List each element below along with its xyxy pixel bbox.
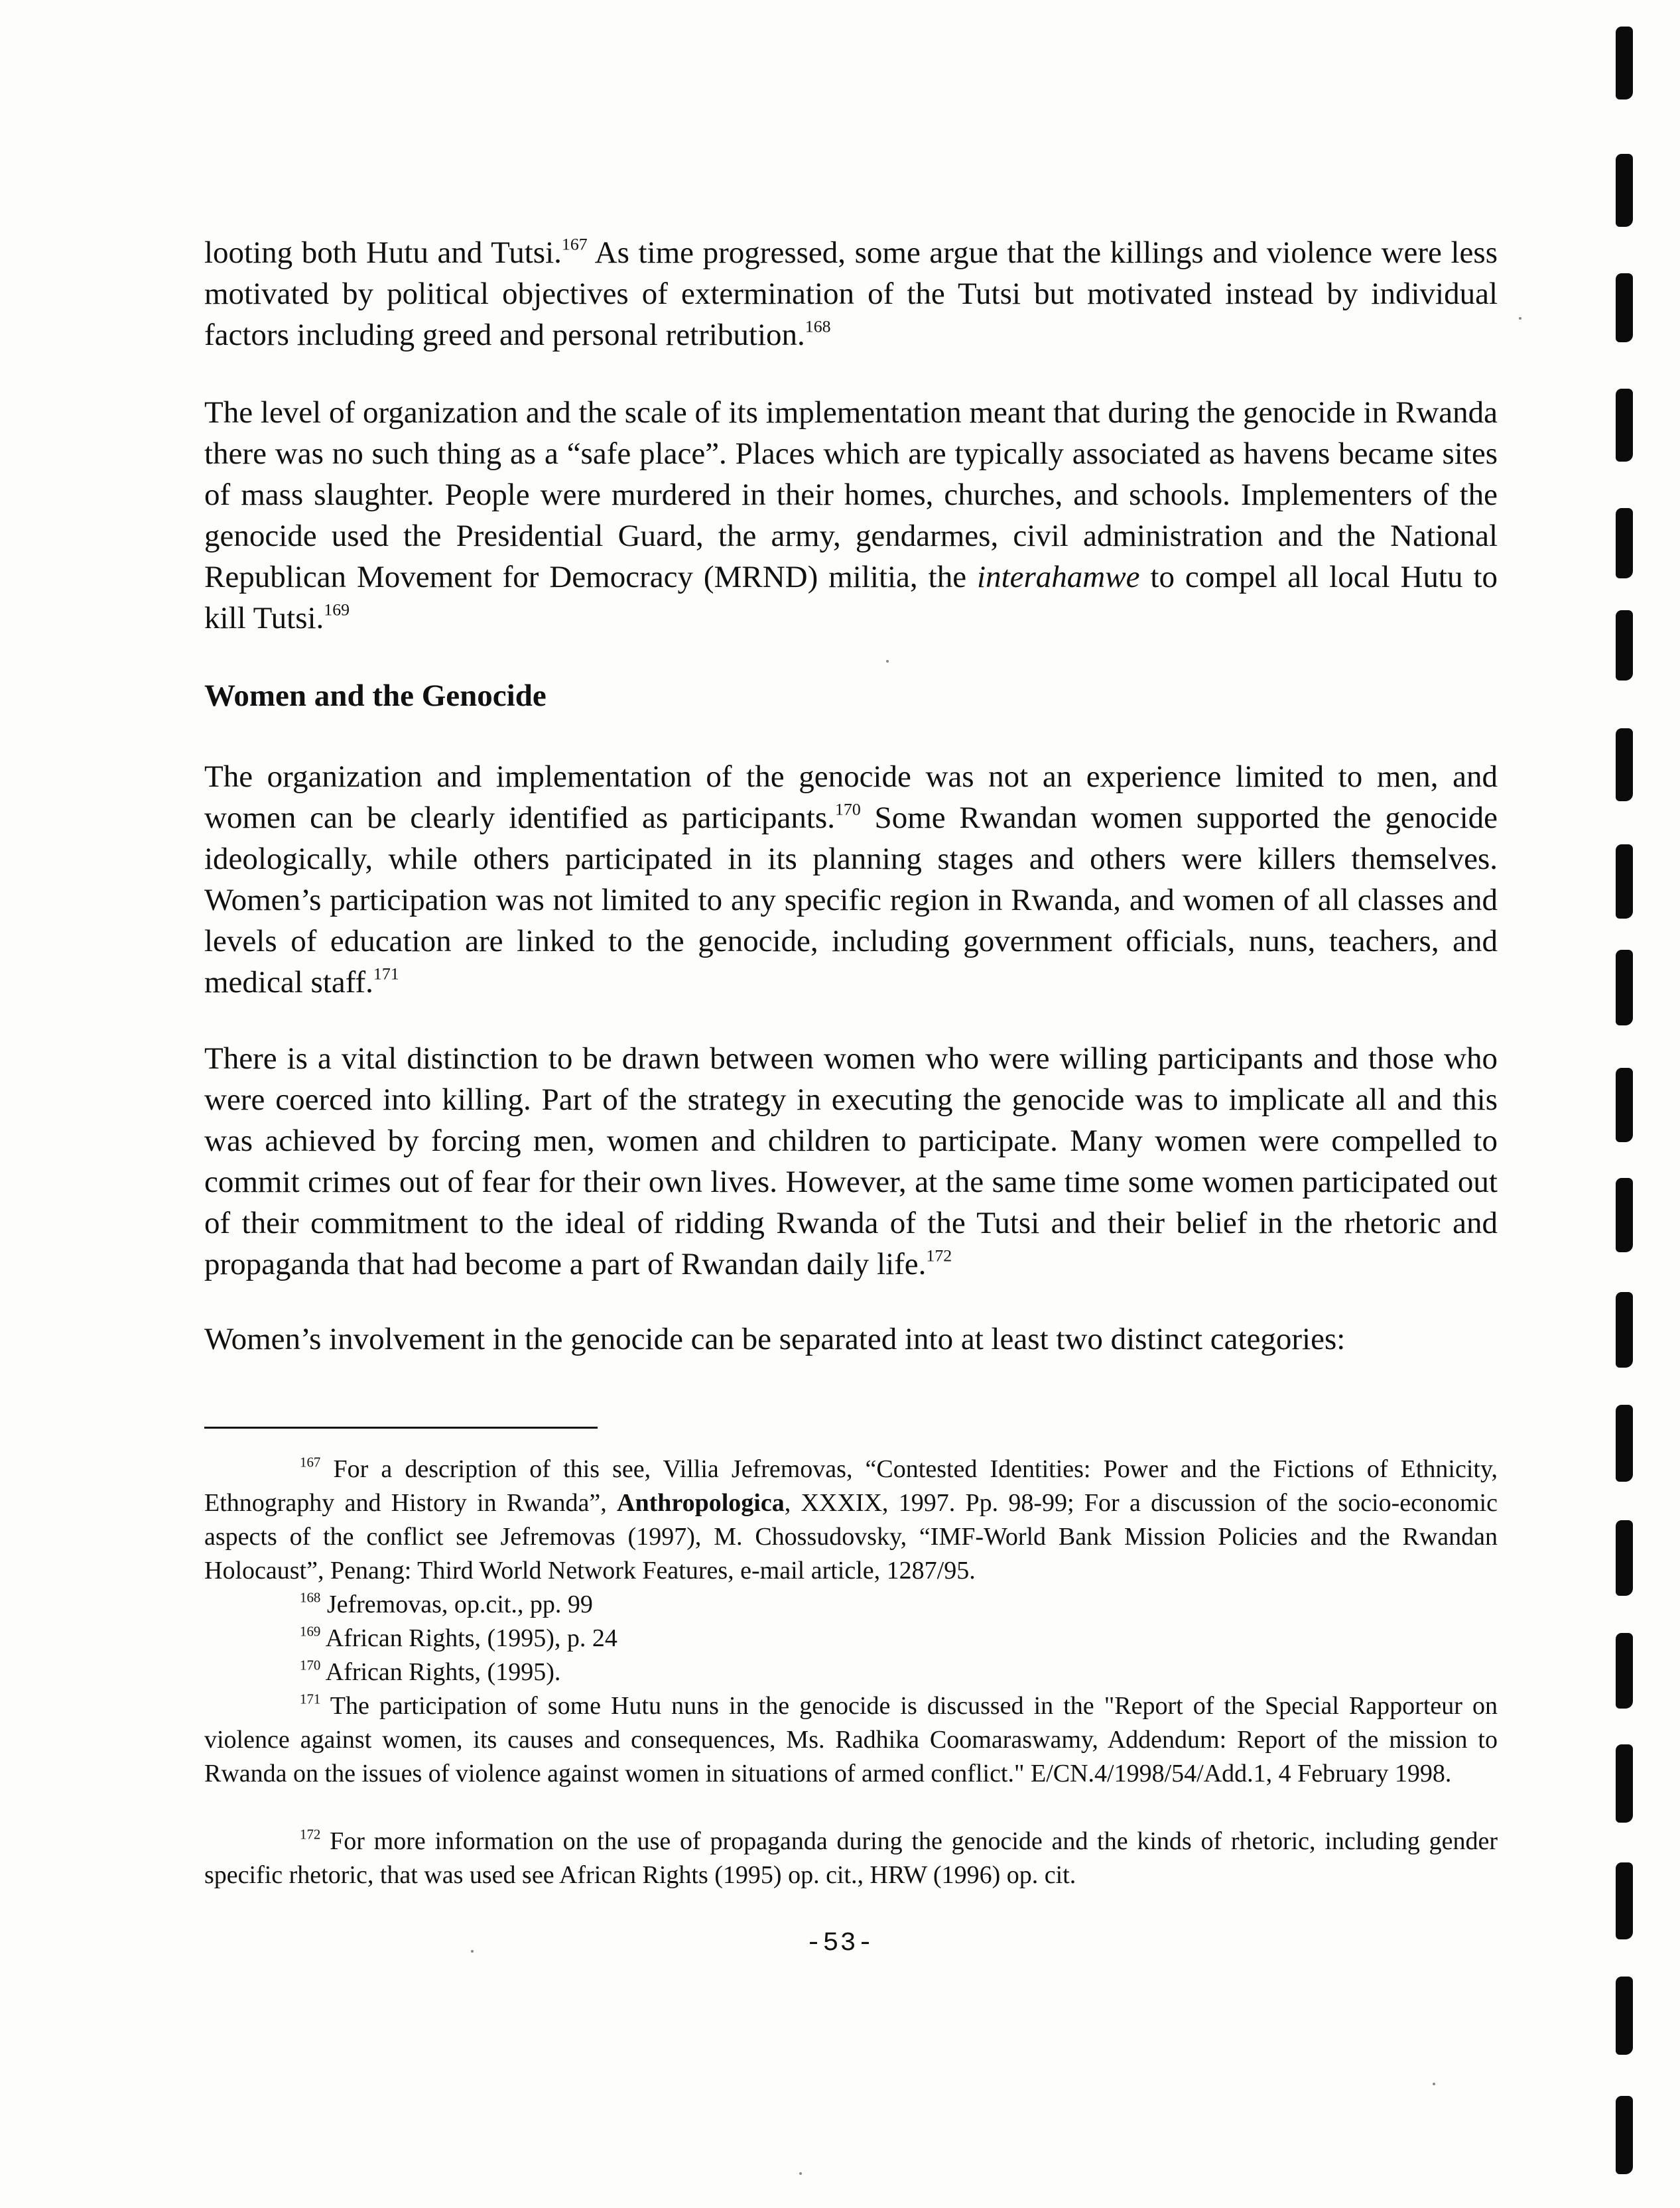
- paragraph-3: [204, 756, 1498, 1003]
- binding-hole-mark: [1616, 728, 1633, 801]
- binding-hole-mark: [1616, 1520, 1633, 1596]
- section-heading: Women and the Genocide: [204, 679, 547, 713]
- footnote-number: 167: [300, 1454, 321, 1470]
- scan-speck: [471, 1950, 474, 1953]
- emphasis-interahamwe: interahamwe: [977, 560, 1140, 594]
- paragraph-text: looting both Hutu and Tutsi.: [204, 235, 562, 270]
- footnote-text: African Rights, (1995).: [325, 1658, 561, 1686]
- footnote-separator: [204, 1427, 598, 1429]
- scan-speck: [1519, 317, 1521, 320]
- footnote-bold-text: Anthropologica: [617, 1489, 785, 1517]
- paragraph-text: As time progressed, some argue that the killings and violence were less motivated by political objectives of extermination of the Tutsi but motivated instead by individual factors including greed and personal retribution.: [204, 235, 1498, 352]
- footnote-text: African Rights, (1995), p. 24: [325, 1624, 617, 1652]
- footnote-text: For a description of this see, Villia Jefremovas, “Contested Identities: Power and the Fictions of Ethnicity, Ethnography and History in Rwanda”,: [204, 1455, 1498, 1517]
- paragraph-1: [204, 232, 1498, 356]
- footnote-text: Jefremovas, op.cit., pp. 99: [326, 1591, 593, 1618]
- binding-hole-mark: [1616, 273, 1633, 342]
- paragraph-4: [204, 1038, 1498, 1285]
- binding-hole-mark: [1616, 610, 1633, 681]
- binding-hole-mark: [1616, 508, 1633, 578]
- footnote-168: [300, 1588, 593, 1622]
- footnote-167: [204, 1453, 1498, 1588]
- footnote-ref-168: 168: [805, 316, 831, 336]
- footnote-ref-169: 169: [324, 600, 350, 619]
- footnote-number: 168: [300, 1589, 321, 1606]
- footnote-171: [204, 1689, 1498, 1791]
- binding-hole-mark: [1616, 1178, 1633, 1252]
- footnote-text: , XXXIX, 1997. Pp. 98-99; For a discussion of the socio-economic aspects of the conflict see Jefremovas (1997), M. Chossudovsky, “IMF-World Bank Mission Policies and the Rwandan Holocaust”, Penang: Third World Network Features, e-mail article, 1287/95.: [204, 1489, 1498, 1585]
- binding-hole-mark: [1616, 1405, 1633, 1482]
- binding-hole-mark: [1616, 1068, 1633, 1142]
- paragraph-text: The organization and implementation of the genocide was not an experience limited to men, and women can be clearly identified as participants.: [204, 759, 1498, 835]
- binding-hole-mark: [1616, 2096, 1633, 2174]
- binding-hole-mark: [1616, 950, 1633, 1025]
- footnote-text: The participation of some Hutu nuns in the genocide is discussed in the "Report of the Special Rapporteur on violence against women, its causes and consequences, Ms. Radhika Coomaraswamy, Addendum: Report of the mission to Rwanda on the issues of violence against women in situations of armed conflict." E/CN.4/1998/54/Add.1, 4 February 1998.: [204, 1692, 1498, 1787]
- footnote-text: For more information on the use of propaganda during the genocide and the kinds of rhetoric, including gender specific rhetoric, that was used see African Rights (1995) op. cit., HRW (1996) op. cit.: [204, 1827, 1498, 1889]
- footnote-ref-170: 170: [834, 799, 861, 819]
- footnote-172: [204, 1825, 1498, 1892]
- binding-hole-mark: [1616, 1862, 1633, 1939]
- binding-hole-mark: [1616, 1633, 1633, 1709]
- footnote-170: [300, 1656, 560, 1689]
- binding-hole-mark: [1616, 1744, 1633, 1823]
- binding-hole-mark: [1616, 389, 1633, 462]
- binding-hole-mark: [1616, 844, 1633, 919]
- footnote-ref-172: 172: [926, 1246, 952, 1266]
- scan-speck: [886, 660, 889, 663]
- scan-speck: [1433, 2083, 1435, 2085]
- paragraph-text: The level of organization and the scale of its implementation meant that during the genocide in Rwanda there was no such thing as a “safe place”. Places which are typically associated as havens became sites of mass slaughter. People were murdered in their homes, churches, and schools. Implementers of the genocide used the Presidential Guard, the army, gendarmes, civil administration and the National Republican Movement for Democracy (MRND) militia, the: [204, 395, 1498, 594]
- paragraph-text: Some Rwandan women supported the genocide ideologically, while others participated in its planning stages and others were killers themselves. Women’s participation was not limited to any specific region in Rwanda, and women of all classes and levels of education are linked to the genocide, including government officials, nuns, teachers, and medical staff.: [204, 801, 1498, 1000]
- paragraph-5: Women’s involvement in the genocide can be separated into at least two distinct categories:: [204, 1322, 1346, 1356]
- footnote-169: [300, 1622, 617, 1656]
- binding-hole-mark: [1616, 154, 1633, 227]
- paragraph-text: to compel all local Hutu to kill Tutsi.: [204, 560, 1498, 635]
- binding-hole-mark: [1616, 1977, 1633, 2055]
- footnote-ref-171: 171: [373, 964, 399, 984]
- paragraph-2: [204, 392, 1498, 639]
- footnote-number: 169: [300, 1623, 321, 1640]
- footnote-number: 172: [300, 1826, 321, 1843]
- page-number: -53-: [805, 1929, 875, 1959]
- binding-hole-mark: [1616, 1292, 1633, 1368]
- footnote-number: 170: [300, 1657, 321, 1673]
- paragraph-text: There is a vital distinction to be drawn between women who were willing participants and those who were coerced into killing. Part of the strategy in executing the genocide was to implicate all and this was achieved by forcing men, women and children to participate. Many women were compelled to commit crimes out of fear for their own lives. However, at the same time some women participated out of their commitment to the ideal of ridding Rwanda of the Tutsi and their belief in the rhetoric and propaganda that had become a part of Rwandan daily life.: [204, 1041, 1498, 1281]
- binding-hole-mark: [1616, 27, 1633, 99]
- footnote-number: 171: [300, 1691, 321, 1707]
- footnote-ref-167: 167: [561, 234, 588, 254]
- scan-speck: [799, 2172, 802, 2175]
